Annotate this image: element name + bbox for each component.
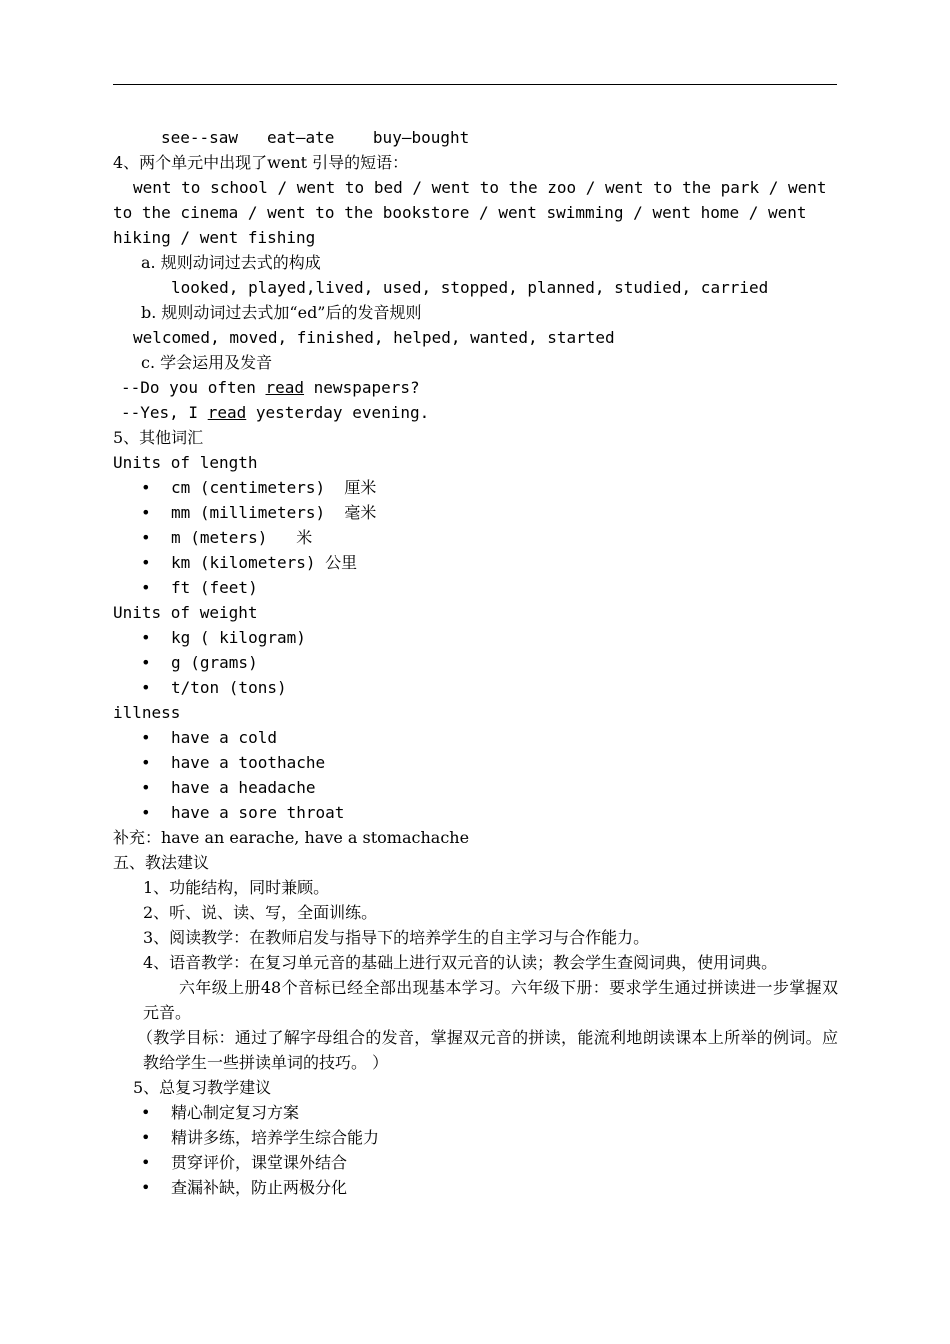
went-phrases: went to school / went to bed / went to the zoo / went to the park / went to the cinema / went to the bookstore / went swimming / went home / went hiking / went fishing: [113, 178, 827, 247]
list-item: • g (grams): [113, 650, 838, 675]
weight-units-list: [113, 625, 838, 700]
bullet-icon: •: [141, 528, 151, 547]
list-item: • 精心制定复习方案: [113, 1100, 838, 1125]
list-item: • 查漏补缺，防止两极分化: [113, 1175, 838, 1200]
bullet-icon: •: [141, 803, 151, 822]
list-item: • 贯穿评价，课堂课外结合: [113, 1150, 838, 1175]
supplement-line: 补充：have an earache, have a stomachache: [113, 828, 470, 847]
bullet-icon: •: [141, 1178, 151, 1197]
teaching-goal-note: （教学目标：通过了解字母组合的发音，掌握双元音的拼读，能流利地朗读课本上所举的例词。应教给学生一些拼读单词的技巧。 ）: [137, 1028, 838, 1072]
bullet-icon: •: [141, 1153, 151, 1172]
review-tips-list: [113, 1100, 838, 1200]
list-item: • t/ton (tons): [113, 675, 838, 700]
subheading-c: c. 学会运用及发音: [141, 353, 273, 372]
length-units-list: [113, 475, 838, 600]
length-units-title: Units of length: [113, 453, 258, 472]
teaching-tip-3: 3、阅读教学：在教师启发与指导下的培养学生的自主学习与合作能力。: [143, 928, 650, 947]
bullet-icon: •: [141, 778, 151, 797]
ed-pronunciation-list: welcomed, moved, finished, helped, wanted, started: [133, 328, 615, 347]
list-item: • m (meters) 米: [113, 525, 838, 550]
list-item: • kg ( kilogram): [113, 625, 838, 650]
list-item: • cm (centimeters) 厘米: [113, 475, 838, 500]
teaching-tip-2: 2、听、说、读、写，全面训练。: [143, 903, 378, 922]
illness-list: [113, 725, 838, 825]
bullet-icon: •: [141, 478, 151, 497]
list-item: • km (kilometers) 公里: [113, 550, 838, 575]
list-item: • ft (feet): [113, 575, 838, 600]
teaching-tip-5: 5、总复习教学建议: [133, 1078, 272, 1097]
bullet-icon: •: [141, 628, 151, 647]
teaching-tip-1: 1、功能结构，同时兼顾。: [143, 878, 330, 897]
list-item: • 精讲多练，培养学生综合能力: [113, 1125, 838, 1150]
bullet-icon: •: [141, 553, 151, 572]
bullet-icon: •: [141, 578, 151, 597]
section-5-heading: 五、教法建议: [113, 853, 210, 872]
bullet-icon: •: [141, 503, 151, 522]
list-item: • have a cold: [113, 725, 838, 750]
bullet-icon: •: [141, 1128, 151, 1147]
header-rule: [113, 84, 837, 85]
bullet-icon: •: [141, 678, 151, 697]
weight-units-title: Units of weight: [113, 603, 258, 622]
illness-title: illness: [113, 703, 181, 722]
list-item: • have a sore throat: [113, 800, 838, 825]
list-item: • have a toothache: [113, 750, 838, 775]
subheading-a: a. 规则动词过去式的构成: [141, 253, 321, 272]
heading-5: 5、其他词汇: [113, 428, 204, 447]
list-item: • mm (millimeters) 毫米: [113, 500, 838, 525]
bullet-icon: •: [141, 728, 151, 747]
subheading-b: b. 规则动词过去式加“ed”后的发音规则: [141, 303, 422, 322]
underlined-word: read: [207, 403, 247, 422]
dialog-answer: --Yes, I read yesterday evening.: [121, 403, 430, 422]
list-item: • have a headache: [113, 775, 838, 800]
bullet-icon: •: [141, 753, 151, 772]
regular-verbs-list: looked, played,lived, used, stopped, planned, studied, carried: [171, 278, 769, 297]
dialog-question: --Do you often read newspapers?: [121, 378, 420, 397]
bullet-icon: •: [141, 653, 151, 672]
document-body: [113, 125, 838, 1200]
past-forms-line: see--saw eat—ate buy—bought: [161, 128, 470, 147]
teaching-tip-4: 4、语音教学：在复习单元音的基础上进行双元音的认读；教会学生查阅词典，使用词典。: [143, 953, 778, 972]
teaching-tip-4-paragraph: 六年级上册48个音标已经全部出现基本学习。六年级下册：要求学生通过拼读进一步掌握双元音。: [143, 978, 838, 1022]
heading-4: 4、两个单元中出现了went 引导的短语：: [113, 153, 409, 172]
underlined-word: read: [265, 378, 305, 397]
bullet-icon: •: [141, 1103, 151, 1122]
